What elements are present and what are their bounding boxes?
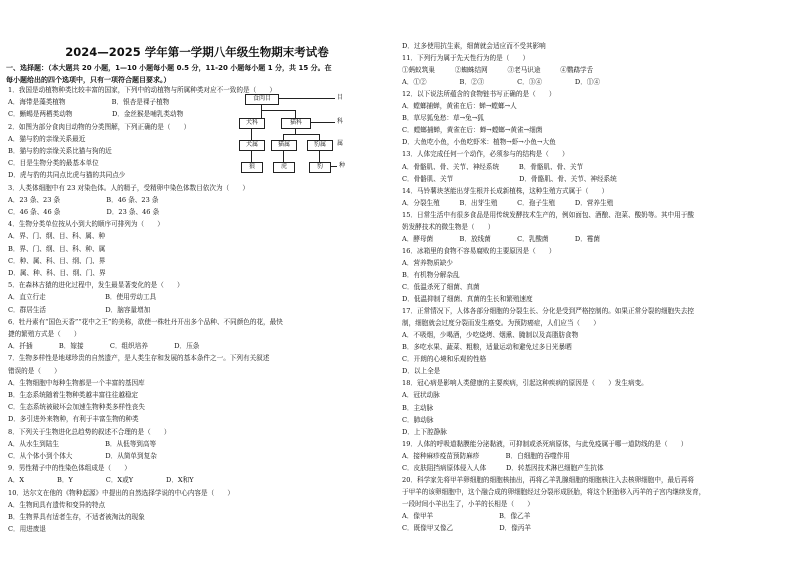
answer-option-line: D．上下腔静脉 <box>402 427 447 436</box>
node-genus-panthera: 豹属 <box>307 140 333 151</box>
question-stem-line: 19．人体的呼吸道黏膜能分泌黏液，可抑制或杀死病原体，与此免疫属于哪一道防线的是（ ） <box>402 439 688 448</box>
node-genus-canis: 犬属 <box>239 140 265 151</box>
answer-option-line: A．界、门、纲、目、科、属、种 <box>8 232 106 241</box>
answer-option-line: A．直立行走 B．使用劳动工具 <box>8 293 157 302</box>
answer-option-line: A．冠状动脉 <box>402 391 440 400</box>
answer-option-line: D．以上全是 <box>402 367 441 376</box>
question-stem-line: 14．马铃薯块茎能出芽生根并长成新植株，这种生殖方式属于（ ） <box>402 186 609 195</box>
node-order: 食肉目 <box>245 94 279 105</box>
answer-option-line: C．低温杀死了细菌、真菌 <box>402 283 480 291</box>
answer-option-line: C．骨骼肌、关节 D．骨骼肌、骨、关节、神经系统 <box>402 174 617 183</box>
answer-option-line: B．草尽狐兔愁：草→兔→狐 <box>402 114 484 123</box>
question-stem-line: 6．牡丹素有“国色天香”“花中之王”的美称，欲使一株牡丹开出多个品种、不同颜色的花，最快 <box>8 317 283 326</box>
answer-option-line: C．46 条、46 条 D．23 条、46 条 <box>8 208 160 216</box>
answer-option-line: A．分裂生殖 B．出芽生殖 C．孢子生殖 D．营养生殖 <box>402 198 614 207</box>
answer-option-line: A．海带是藻类植物 B．银杏是裸子植物 <box>8 98 170 107</box>
answer-option-line: ①蚂蚁筑巢 ②蜘蛛结网 ③老马识途 ④鹦鹉学舌 <box>402 66 594 75</box>
answer-option-line: A．生物间具有遗传和变异的特点 <box>8 500 106 509</box>
question-stem-line: 16．冰箱里的食物不容易腐败的主要原因是（ ） <box>402 246 556 255</box>
answer-option-line: A．X B．Y C．X或Y D．X和Y <box>8 476 194 485</box>
question-stem-line: 17．正常情况下，人体各部分细胞的分裂生长、分化是受到严格控制的。如果正常分裂的细胞失去控 <box>402 307 694 316</box>
left-column <box>0 0 394 561</box>
question-stem-line: 于甲羊的该卵细胞中，这个融合成的卵细胞经过分裂形成胚胎，将这个胚胎移入丙羊的子宫内继续发育， <box>402 487 706 496</box>
answer-option-line: D．多引进外来物种，有利于丰富生物的种类 <box>8 415 139 424</box>
answer-option-line: C．肺动脉 <box>402 415 434 424</box>
answer-option-line: C．皮肤阻挡病原体侵入人体 D．转基因技术淋巴细胞产生抗体 <box>402 463 604 472</box>
answer-option-line: A．扦插 B．嫁接 C．组织培养 D．压条 <box>8 342 200 351</box>
label-family: 科 <box>337 118 344 125</box>
question-stem-line: 1．我国是动植物种类比较丰富的国家，下列中的动植物与所属种类对应不一致的是（ ） <box>8 86 276 94</box>
question-stem-line: 一段时间小羊出生了，小羊的长相是（ ） <box>402 499 534 508</box>
answer-option-line: A．猫与豹的亲缘关系最近 <box>8 134 86 143</box>
question-stem-line: 4．生物分类单位按从小到大的顺序可排列为（ ） <box>8 220 164 229</box>
exam-title: 2024—2025 学年第一学期八年级生物期末考试卷 <box>65 45 329 59</box>
label-genus: 属 <box>337 140 344 147</box>
answer-option-line: C．用进废退 <box>8 525 47 534</box>
right-column <box>398 0 794 561</box>
question-stem-line: 3．人类体细胞中有 23 对染色体。人的精子，受精卵中染色体数目依次为（ ） <box>8 183 249 192</box>
answer-option-line: B．有机物分解杂乱 <box>402 270 460 279</box>
answer-option-line: C．蜥蜴是两栖类动物 D．金丝猴是哺乳类动物 <box>8 110 184 119</box>
answer-option-line: A．生物细胞中每种生物都是一个丰富的基因库 <box>8 378 145 387</box>
answer-option-line: C．生态系统被破坏会加速生物种类多样性丧失 <box>8 403 145 412</box>
answer-option-line: C．开朗的心境和乐观的性格 <box>402 355 487 364</box>
question-stem-line: 18．冠心病是影响人类健康的主要疾病，引起这种疾病的原因是（ ）发生病变。 <box>402 379 648 388</box>
answer-option-line: A．螳螂捕蝉，黄雀在后：蝉→螳螂→人 <box>402 102 517 111</box>
answer-option-line: D．属、种、科、目、纲、门、界 <box>8 269 106 277</box>
answer-option-line: C．从个体小到个体大 D．从简单到复杂 <box>8 452 157 460</box>
answer-option-line: D．低温抑制了细菌、真菌的生长和繁殖速度 <box>402 295 533 304</box>
answer-option-line: A．营养物质缺少 <box>402 258 453 267</box>
label-species: 种 <box>339 162 346 169</box>
answer-option-line: A．接种麻疹疫苗预防麻疹 B．白细胞的吞噬作用 <box>402 451 570 460</box>
question-stem-line: 捷的繁殖方式是（ ） <box>8 330 81 338</box>
label-order: 目 <box>337 94 344 101</box>
answer-option-line: C．群居生活 D．脑容量增加 <box>8 305 151 314</box>
answer-option-line: A．23 条、23 条 B．46 条、23 条 <box>8 195 159 204</box>
question-stem-line: 12．以下说法所蕴含的食物链书写正确的是（ ） <box>402 90 556 99</box>
answer-option-line: D．过多使用抗生素，细菌就会适应而不受其影响 <box>402 42 546 50</box>
question-stem-line: 20．科学家先将甲羊卵细胞的细胞核抽出，再将乙羊乳腺细胞的细胞核注入去核卵细胞中，最后再将 <box>402 475 694 484</box>
answer-option-line: D．大鱼吃小鱼，小鱼吃虾米：植物→虾→小鱼→大鱼 <box>402 138 556 147</box>
answer-option-line: B．生态系统随着生物种类越丰富往往越稳定 <box>8 391 139 399</box>
answer-option-line: C．螳螂捕蝉，黄雀在后：蝉→螳螂→黄雀→细菌 <box>402 126 543 135</box>
question-stem-line: 5．在森林古猿的进化过程中，发生最显著变化的是（ ） <box>8 281 184 290</box>
question-stem-line: 2．如图为部分食肉目动物的分类图解，下列正确的是（ ） <box>8 122 191 131</box>
section-heading <box>6 62 392 86</box>
answer-option-line: B．界、门、纲、目、科、种、属 <box>8 244 106 253</box>
question-stem-line: 奶发酵技术的微生物是（ ） <box>402 222 495 231</box>
node-species-wolf: 狼 <box>241 162 263 173</box>
answer-option-line: A．像甲羊 B．像乙羊 <box>402 511 531 520</box>
question-stem-line: 8．下列关于生物进化总趋势的叙述不合理的是（ ） <box>8 427 171 436</box>
answer-option-line: A．从水生到陆生 B．从低等到高等 <box>8 439 157 448</box>
answer-option-line: A．酵母菌 B．放线菌 C．乳酸菌 D．霉菌 <box>402 234 600 243</box>
section-heading-line-1: 一、选择题：（本大题共 20 小题，1—10 小题每小题 0.5 分，11-20 小题每小题 1 分，共 15 分。在 <box>6 64 332 72</box>
question-stem-line: 7．生物多样性是地球珍贵的自然遗产，是人类生存和发展的基本条件之一。下列有关叙述 <box>8 354 270 363</box>
question-stem-line: 10．达尔文在他的《物种起源》中提出的自然选择学说的中心内容是（ ） <box>8 488 234 497</box>
question-stem-line: 13．人体完成任何一个动作，必须参与的结构是（ ） <box>402 150 569 159</box>
node-family-dog: 犬科 <box>239 118 265 129</box>
section-heading-line-2: 每小题给出的四个选项中，只有一项符合题目要求。） <box>6 76 171 84</box>
question-stem-line: 15．日常生活中有很多食品是用传统发酵技术生产的，例如面包、酒酿、泡菜、酸奶等。其中用于酸 <box>402 210 694 219</box>
question-stem-line: 错误的是（ ） <box>8 366 61 375</box>
answer-option-line: B．猫与豹的亲缘关系比猫与狗的近 <box>8 147 112 155</box>
node-genus-felis: 猫属 <box>271 140 297 151</box>
question-stem-line: 制，细胞就会过度分裂而发生癌变。为预防癌症，人们应当（ ） <box>402 319 600 328</box>
answer-option-line: B．多吃水果、蔬菜、粗粮，适量运动和避免过多日光暴晒 <box>402 343 572 352</box>
classification-diagram <box>237 92 387 187</box>
answer-option-line: C．种、属、科、目、纲、门、界 <box>8 256 106 265</box>
question-stem-line: 9．男性精子中的性染色体组成是（ ） <box>8 464 131 473</box>
answer-option-line: A．不吸烟，少喝酒，少吃烧烤、烟熏、腌制以及高脂肪食物 <box>402 331 579 340</box>
answer-option-line: B．主动脉 <box>402 403 434 412</box>
answer-option-line: A．①② B．②③ C．③④ D．①④ <box>402 78 600 87</box>
node-species-leopard: 豹 <box>309 162 331 173</box>
answer-option-line: A．骨骼肌、骨、关节、神经系统 B．骨骼肌、骨、关节 <box>402 162 584 171</box>
question-stem-line: 11．下列行为属于先天性行为的是（ ） <box>402 54 530 63</box>
answer-option-line: D．虎与豹的共同点比虎与猫的共同点少 <box>8 171 126 180</box>
node-family-cat: 猫科 <box>281 118 311 129</box>
node-species-tiger: 虎 <box>273 162 295 173</box>
answer-option-line: C．既像甲又像乙 D．像丙羊 <box>402 524 532 532</box>
answer-option-line: B．生物界具有适者生存，不适者被淘汰的现象 <box>8 513 145 521</box>
answer-option-line: C．目是生物分类的最基本单位 <box>8 159 99 168</box>
